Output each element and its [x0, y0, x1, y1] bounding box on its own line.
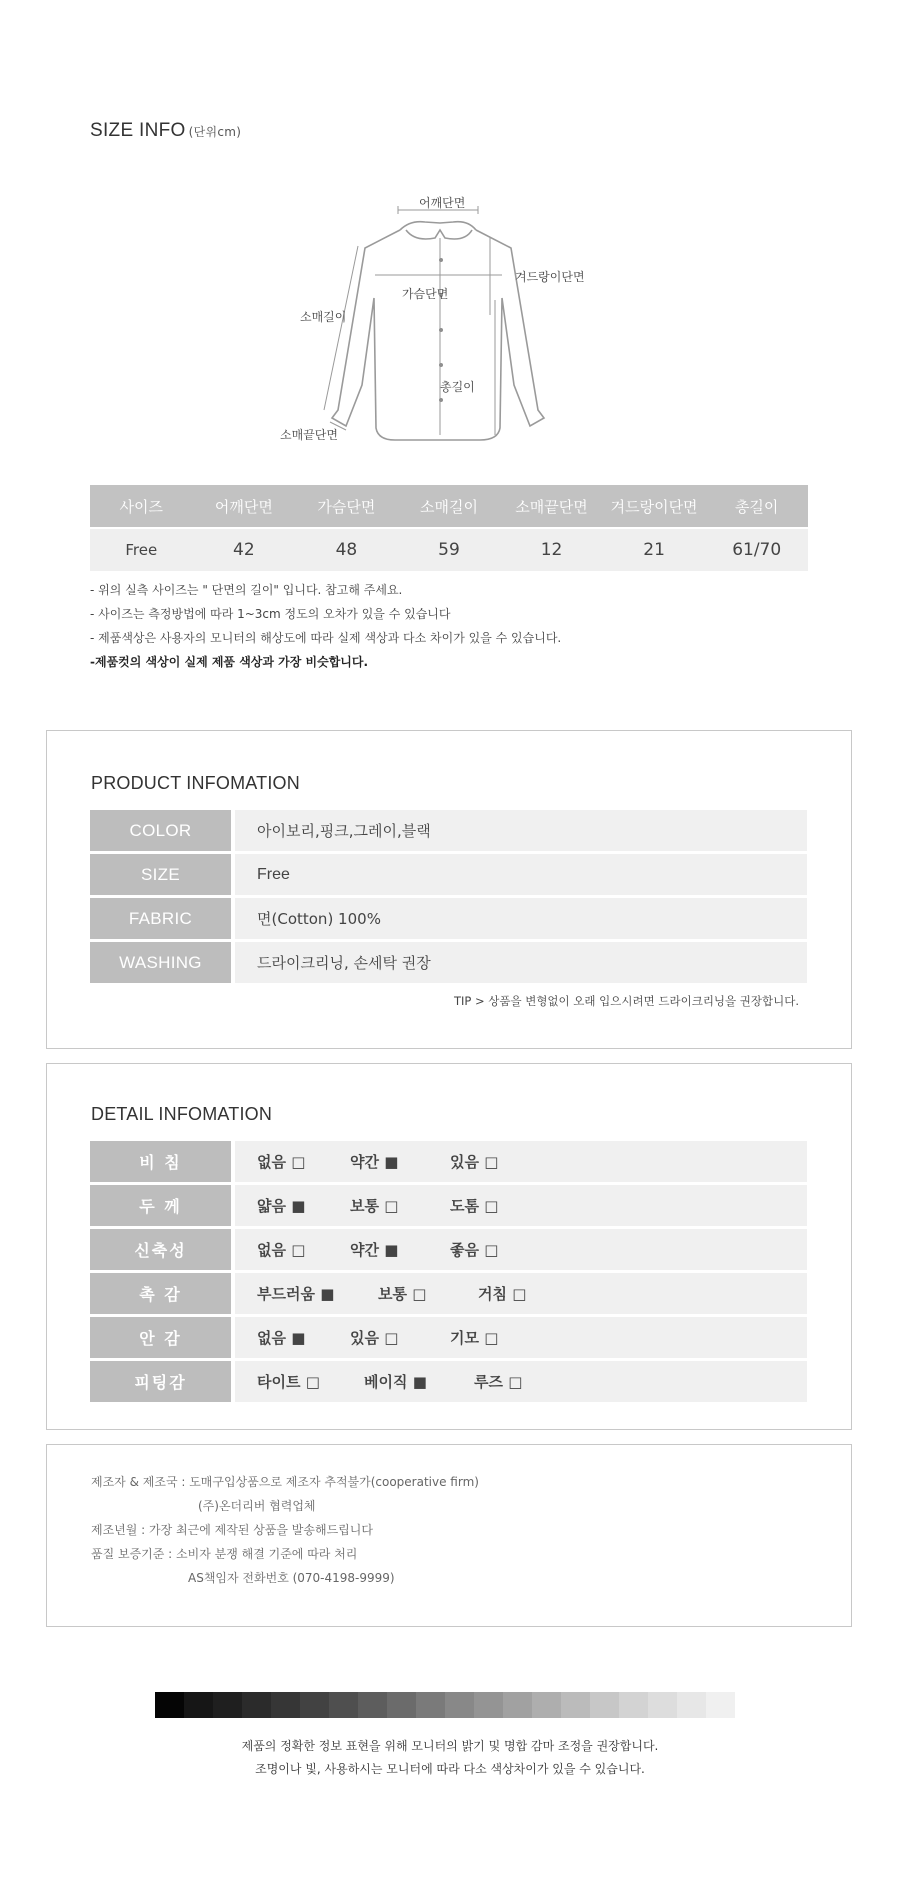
manufacturer-line: AS책임자 전화번호 (070-4198-9999) [188, 1571, 395, 1585]
size-header: 소매끝단면 [500, 485, 603, 528]
row-options [235, 1317, 807, 1358]
option: 얇음 ■ [257, 1197, 306, 1215]
size-header: 사이즈 [90, 485, 193, 528]
label-cuff: 소매끝단면 [280, 428, 338, 442]
option: 약간 ■ [350, 1241, 399, 1259]
checkbox-filled-icon: ■ [384, 1241, 399, 1259]
gray-swatch [213, 1692, 242, 1718]
detail-row-fit [90, 1361, 807, 1402]
row-options [235, 1361, 807, 1402]
gray-swatch [532, 1692, 561, 1718]
option: 부드러움 ■ [257, 1285, 335, 1303]
row-label: 촉 감 [90, 1273, 231, 1314]
size-unit: (단위cm) [188, 125, 242, 139]
checkbox-empty-icon: □ [291, 1241, 306, 1259]
size-cell: 59 [398, 528, 501, 571]
detail-row-thickness [90, 1185, 807, 1226]
label-armhole: 겨드랑이단면 [515, 270, 585, 284]
note-line-bold: -제품컷의 색상이 실제 제품 색상과 가장 비슷합니다. [90, 655, 369, 669]
note-line: - 제품색상은 사용자의 모니터의 해상도에 따라 실제 색상과 다소 차이가 있을 수 있습니다. [90, 631, 562, 645]
gray-swatch [590, 1692, 619, 1718]
size-header: 어깨단면 [193, 485, 296, 528]
option: 약간 ■ [350, 1153, 399, 1171]
size-cell: 21 [603, 528, 706, 571]
row-value: Free [235, 854, 807, 895]
product-row-size [90, 854, 807, 895]
size-cell: 61/70 [705, 528, 808, 571]
checkbox-empty-icon: □ [305, 1373, 320, 1391]
row-label: SIZE [90, 854, 231, 895]
option: 도톰 □ [450, 1197, 499, 1215]
checkbox-filled-icon: ■ [384, 1153, 399, 1171]
size-cell: 48 [295, 528, 398, 571]
gray-swatch [677, 1692, 706, 1718]
footer-line: 조명이나 빛, 사용하시는 모니터에 따라 다소 색상차이가 있을 수 있습니다. [255, 1762, 645, 1776]
label-chest: 가슴단면 [402, 287, 449, 301]
gray-swatch [648, 1692, 677, 1718]
row-value: 아이보리,핑크,그레이,블랙 [235, 810, 807, 851]
row-label: 피팅감 [90, 1361, 231, 1402]
row-value: 면(Cotton) 100% [235, 898, 807, 939]
row-options [235, 1273, 807, 1314]
size-notes [90, 578, 561, 674]
manufacturer-info [91, 1470, 479, 1590]
size-cell: 12 [500, 528, 603, 571]
checkbox-empty-icon: □ [384, 1197, 399, 1215]
size-info-title [90, 120, 241, 142]
product-row-fabric [90, 898, 807, 939]
checkbox-empty-icon: □ [508, 1373, 523, 1391]
checkbox-empty-icon: □ [484, 1197, 499, 1215]
detail-row-touch [90, 1273, 807, 1314]
product-info-title: PRODUCT INFOMATION [91, 773, 300, 793]
row-value: 드라이크리닝, 손세탁 권장 [235, 942, 807, 983]
product-info-box [46, 730, 852, 1049]
gray-swatch [474, 1692, 503, 1718]
size-table-header [90, 485, 808, 528]
option: 베이직 ■ [364, 1373, 427, 1391]
option: 타이트 □ [257, 1373, 320, 1391]
checkbox-filled-icon: ■ [412, 1373, 427, 1391]
row-label: COLOR [90, 810, 231, 851]
option: 보통 □ [350, 1197, 399, 1215]
size-header: 소매길이 [398, 485, 501, 528]
row-label: 비 침 [90, 1141, 231, 1182]
checkbox-filled-icon: ■ [291, 1197, 306, 1215]
row-label: WASHING [90, 942, 231, 983]
checkbox-empty-icon: □ [291, 1153, 306, 1171]
gray-swatch [445, 1692, 474, 1718]
label-shoulder: 어깨단면 [419, 196, 466, 210]
option: 없음 □ [257, 1241, 306, 1259]
size-header: 겨드랑이단면 [603, 485, 706, 528]
option: 없음 ■ [257, 1329, 306, 1347]
size-cell: 42 [193, 528, 296, 571]
gray-swatch [155, 1692, 184, 1718]
row-options [235, 1185, 807, 1226]
gray-swatch [271, 1692, 300, 1718]
manufacturer-line: 제조년월 : 가장 최근에 제작된 상품을 발송해드립니다 [91, 1523, 373, 1537]
gray-swatch [329, 1692, 358, 1718]
detail-row-lining [90, 1317, 807, 1358]
gray-swatch [358, 1692, 387, 1718]
note-line: - 위의 실측 사이즈는 " 단면의 길이" 입니다. 참고해 주세요. [90, 583, 403, 597]
product-row-washing [90, 942, 807, 983]
size-table [90, 485, 808, 571]
table-row [90, 528, 808, 571]
row-label: FABRIC [90, 898, 231, 939]
checkbox-filled-icon: ■ [320, 1285, 335, 1303]
row-options [235, 1229, 807, 1270]
gray-scale-bar [155, 1692, 735, 1718]
gray-swatch [184, 1692, 213, 1718]
label-length: 총길이 [440, 380, 475, 394]
gray-swatch [242, 1692, 271, 1718]
gray-swatch [300, 1692, 329, 1718]
detail-info-box [46, 1063, 852, 1430]
footer-line: 제품의 정확한 정보 표현을 위해 모니터의 밝기 및 명합 감마 조정을 권장합니다. [241, 1739, 659, 1753]
size-header: 총길이 [705, 485, 808, 528]
note-line: - 사이즈는 측정방법에 따라 1~3cm 정도의 오차가 있을 수 있습니다 [90, 607, 451, 621]
checkbox-empty-icon: □ [484, 1241, 499, 1259]
gray-swatch [706, 1692, 735, 1718]
row-label: 두 께 [90, 1185, 231, 1226]
manufacturer-line: 품질 보증기준 : 소비자 분쟁 해결 기준에 따라 처리 [91, 1547, 358, 1561]
checkbox-empty-icon: □ [484, 1153, 499, 1171]
manufacturer-line: (주)온더리버 협력업체 [198, 1499, 316, 1513]
detail-row-elasticity [90, 1229, 807, 1270]
option: 루즈 □ [474, 1373, 523, 1391]
option: 기모 □ [450, 1329, 499, 1347]
size-cell: Free [90, 528, 193, 571]
footer-notice [0, 1735, 900, 1781]
option: 보통 □ [378, 1285, 427, 1303]
product-row-color [90, 810, 807, 851]
option: 거침 □ [478, 1285, 527, 1303]
gray-swatch [561, 1692, 590, 1718]
gray-swatch [387, 1692, 416, 1718]
manufacturer-box [46, 1444, 852, 1627]
checkbox-empty-icon: □ [412, 1285, 427, 1303]
label-sleeve: 소매길이 [300, 310, 347, 324]
size-header: 가슴단면 [295, 485, 398, 528]
gray-swatch [503, 1692, 532, 1718]
detail-info-title: DETAIL INFOMATION [91, 1104, 273, 1124]
gray-swatch [619, 1692, 648, 1718]
row-options [235, 1141, 807, 1182]
checkbox-empty-icon: □ [384, 1329, 399, 1347]
option: 있음 □ [350, 1329, 399, 1347]
row-label: 신축성 [90, 1229, 231, 1270]
checkbox-filled-icon: ■ [291, 1329, 306, 1347]
checkbox-empty-icon: □ [484, 1329, 499, 1347]
gray-swatch [416, 1692, 445, 1718]
option: 있음 □ [450, 1153, 499, 1171]
manufacturer-line: 제조자 & 제조국 : 도매구입상품으로 제조자 추적불가(cooperative firm) [91, 1475, 479, 1489]
detail-info-grid [90, 1141, 807, 1405]
detail-row-transparency [90, 1141, 807, 1182]
option: 없음 □ [257, 1153, 306, 1171]
row-label: 안 감 [90, 1317, 231, 1358]
product-info-grid [90, 810, 807, 986]
shirt-size-diagram [270, 190, 630, 450]
size-info-heading: SIZE INFO [90, 120, 186, 141]
option: 좋음 □ [450, 1241, 499, 1259]
checkbox-empty-icon: □ [512, 1285, 527, 1303]
washing-tip: TIP > 상품을 변형없이 오래 입으시려면 드라이크리닝을 권장합니다. [453, 994, 799, 1008]
